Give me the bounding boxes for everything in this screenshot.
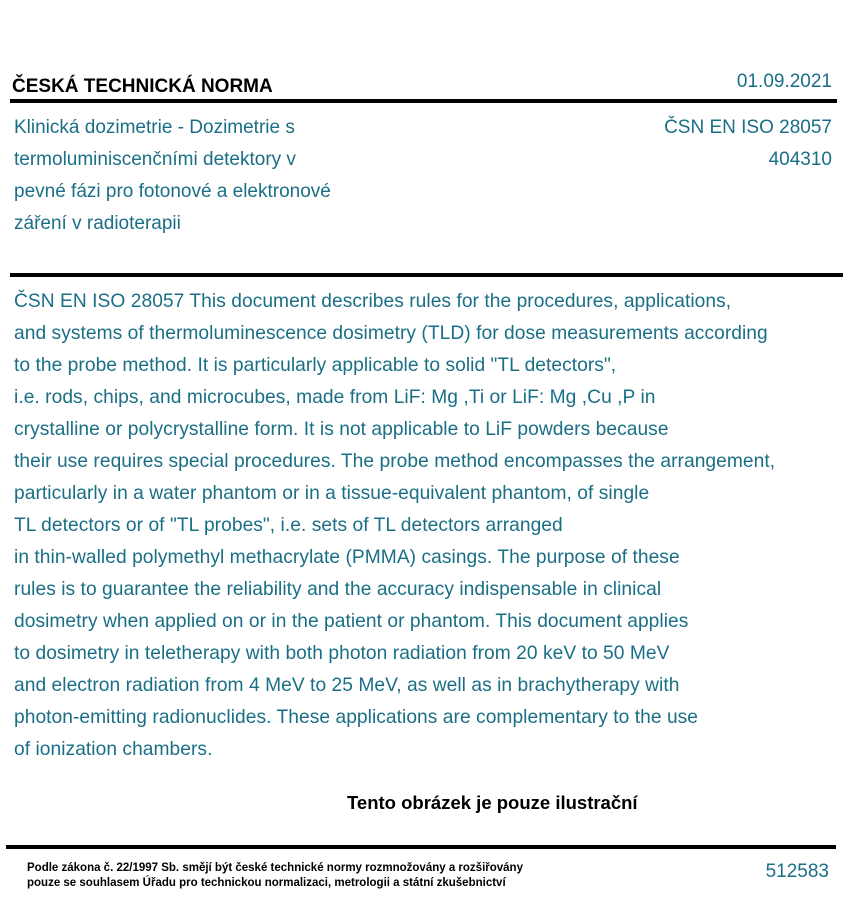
abstract-line: photon-emitting radionuclides. These applications are complementary to the use [14, 707, 699, 728]
document-id: 512583 [765, 861, 829, 882]
footer-legal-line: pouze se souhlasem Úřadu pro technickou normalizaci, metrologii a státní zkušebnictví [27, 877, 506, 889]
illustration-note: Tento obrázek je pouze ilustrační [347, 792, 638, 813]
abstract-line: and electron radiation from 4 MeV to 25 MeV, as well as in brachytherapy with [14, 675, 680, 696]
title-divider [10, 273, 843, 277]
standard-title-line: Klinická dozimetrie - Dozimetrie s [14, 117, 295, 138]
document-header-title: ČESKÁ TECHNICKÁ NORMA [12, 76, 273, 97]
abstract-line: crystalline or polycrystalline form. It is not applicable to LiF powders because [14, 419, 669, 440]
abstract-line: rules is to guarantee the reliability and the accuracy indispensable in clinical [14, 579, 662, 600]
publication-date: 01.09.2021 [736, 71, 832, 92]
abstract-line: particularly in a water phantom or in a tissue-equivalent phantom, of single [14, 483, 650, 504]
header-divider [10, 99, 837, 103]
footer-legal-line: Podle zákona č. 22/1997 Sb. smějí být české technické normy rozmnožovány a rozšiřovány [27, 862, 523, 874]
standard-title-line: záření v radioterapii [14, 213, 181, 234]
abstract-line: ČSN EN ISO 28057 This document describes rules for the procedures, applications, [14, 291, 732, 312]
abstract-line: their use requires special procedures. The probe method encompasses the arrangement, [14, 451, 776, 472]
abstract-line: i.e. rods, chips, and microcubes, made from LiF: Mg ,Ti or LiF: Mg ,Cu ,P in [14, 387, 656, 408]
abstract-line: dosimetry when applied on or in the patient or phantom. This document applies [14, 611, 689, 632]
abstract-line: of ionization chambers. [14, 739, 213, 760]
abstract-line: TL detectors or of "TL probes", i.e. sets of TL detectors arranged [14, 515, 563, 536]
abstract-line: and systems of thermoluminescence dosimetry (TLD) for dose measurements according [14, 323, 768, 344]
standard-number: ČSN EN ISO 28057 [664, 117, 832, 138]
abstract-line: in thin-walled polymethyl methacrylate (PMMA) casings. The purpose of these [14, 547, 680, 568]
abstract-line: to the probe method. It is particularly applicable to solid "TL detectors", [14, 355, 617, 376]
standard-title-line: termoluminiscenčními detektory v [14, 149, 296, 170]
abstract-line: to dosimetry in teletherapy with both photon radiation from 20 keV to 50 MeV [14, 643, 670, 664]
classification-number: 404310 [768, 149, 832, 170]
footer-divider [6, 845, 836, 849]
standard-title-line: pevné fázi pro fotonové a elektronové [14, 181, 331, 202]
